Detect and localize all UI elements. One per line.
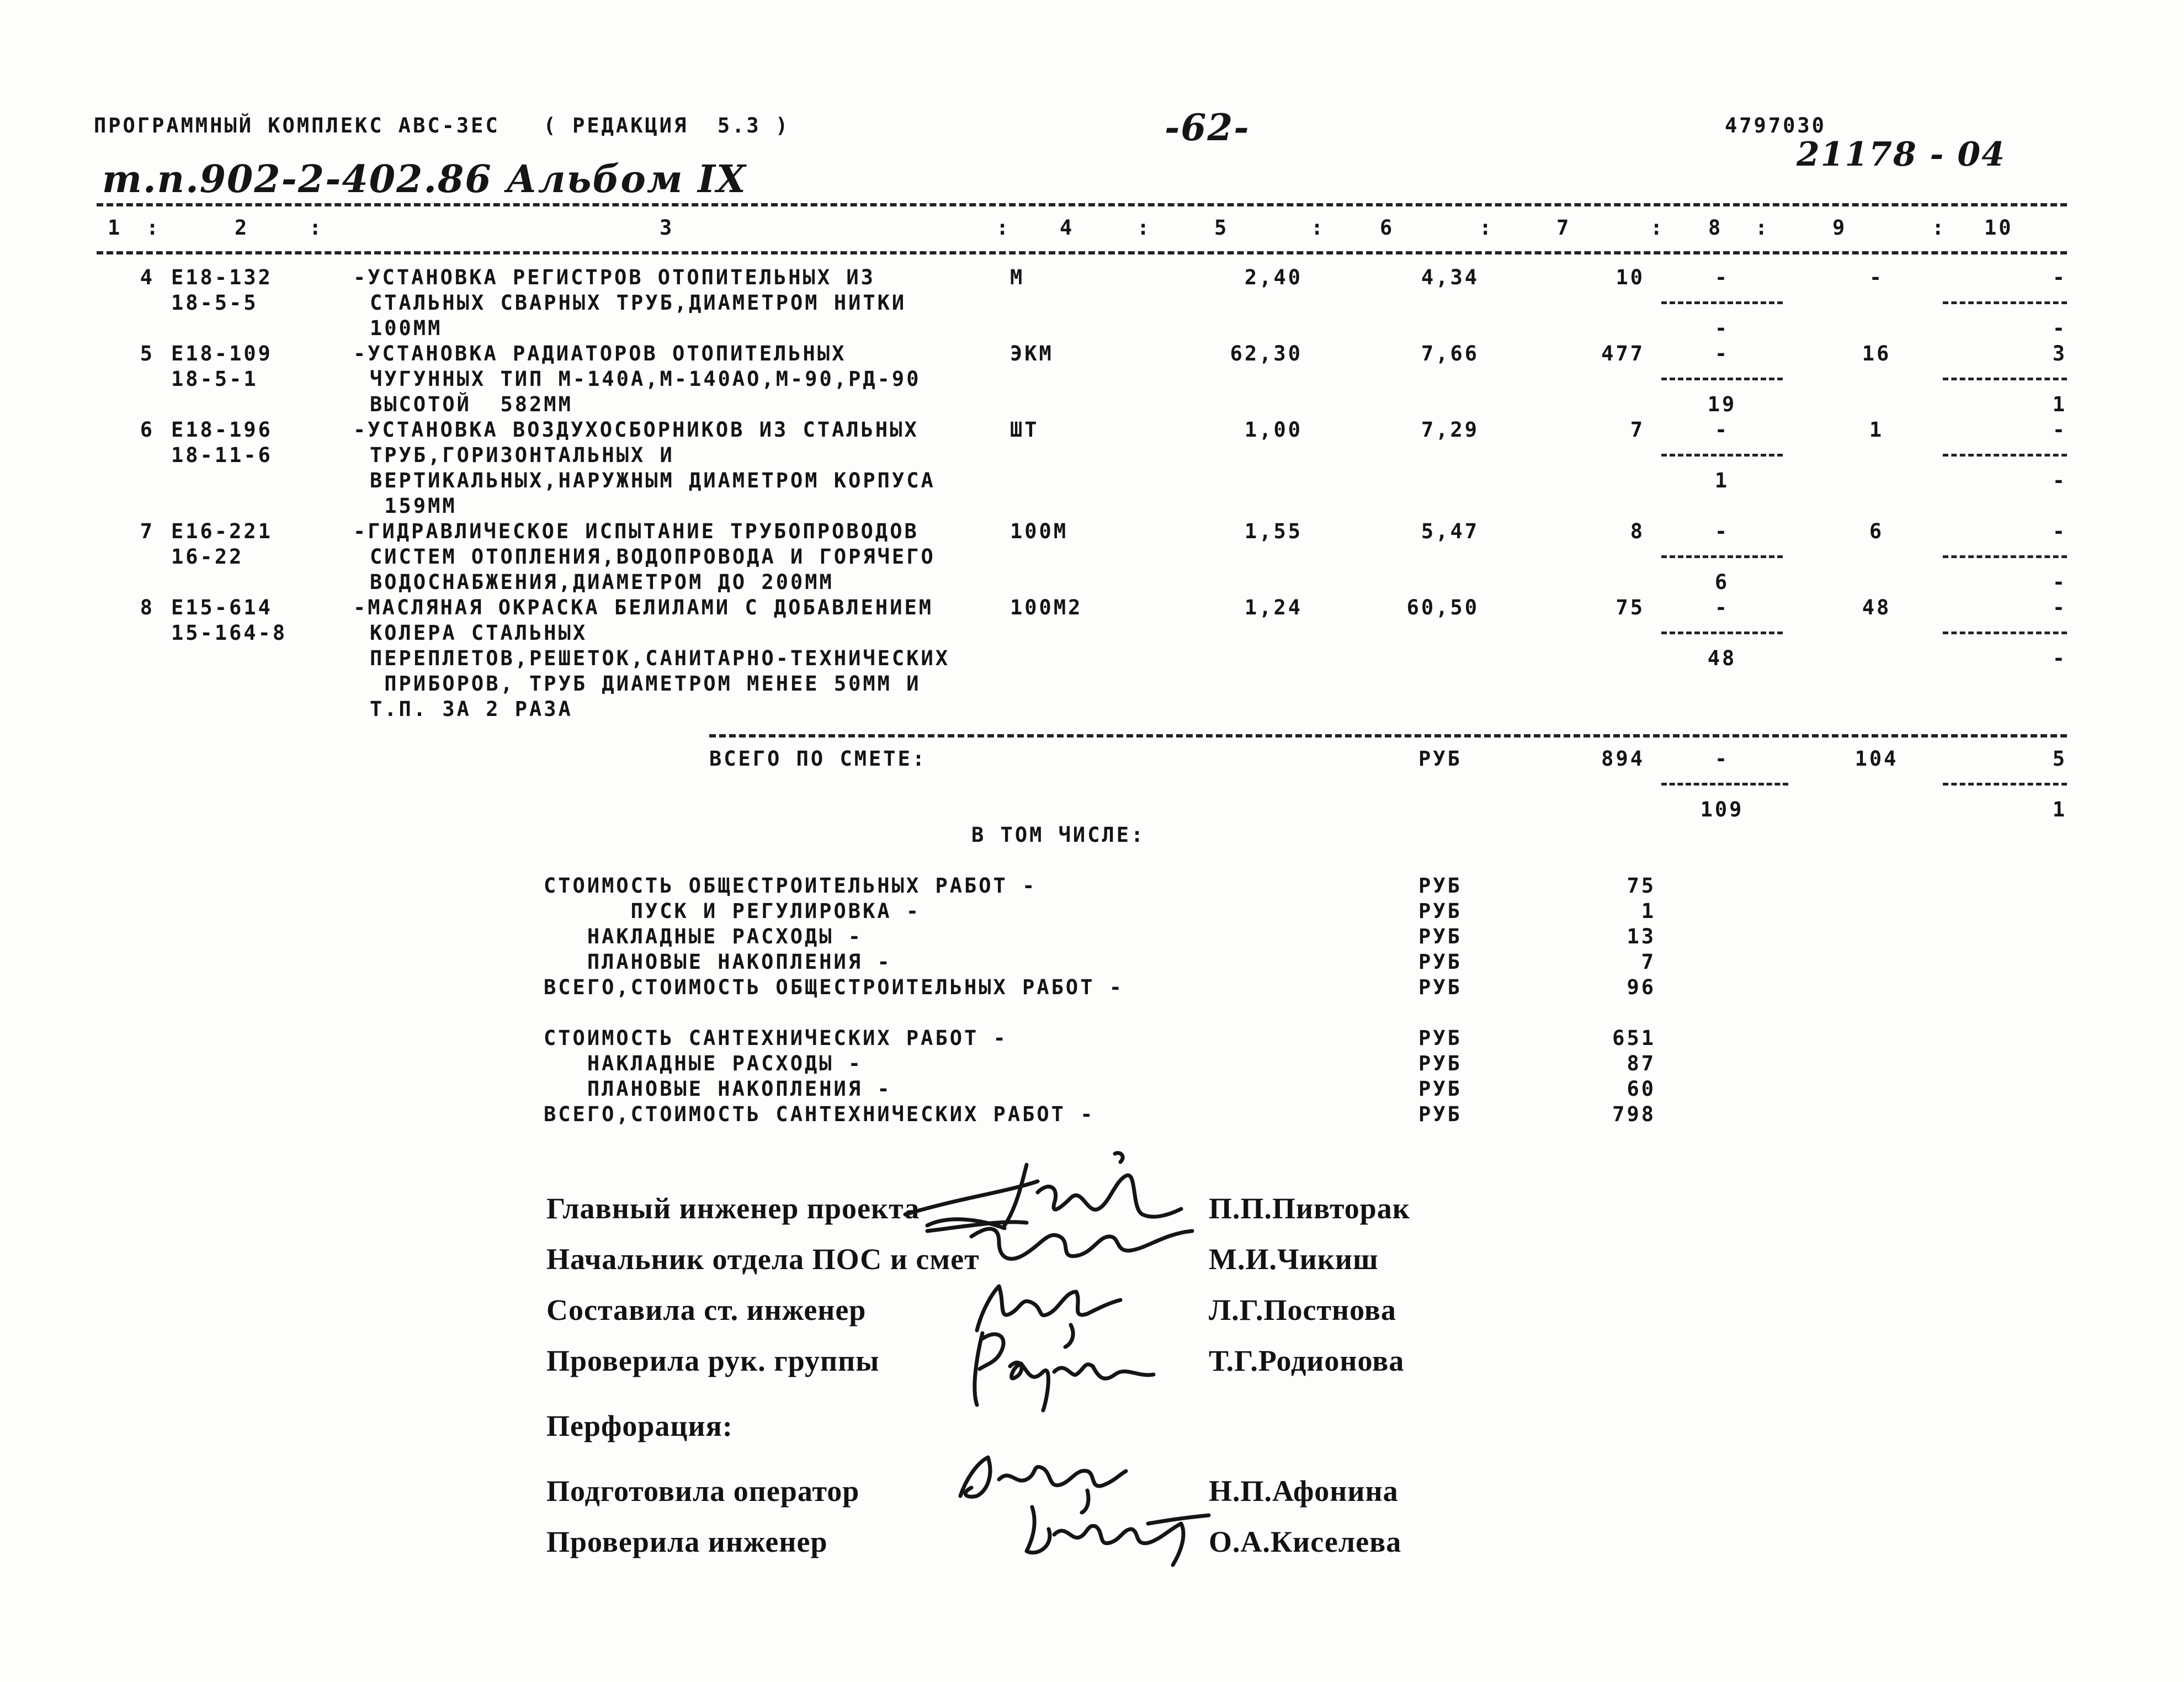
row-col8-top: - — [1714, 519, 1730, 543]
breakdown-value: 60 — [1627, 1077, 1656, 1101]
row-code: Е18-132 — [171, 266, 273, 289]
column-header-4: 4 — [1060, 216, 1075, 240]
column-header-1: 1 — [108, 216, 123, 240]
row-col8-top: - — [1714, 342, 1730, 365]
breakdown-label: ПУСК И РЕГУЛИРОВКА - — [544, 899, 921, 923]
row-quantity: 2,40 — [1244, 266, 1303, 289]
row-col10-top: - — [2052, 596, 2067, 619]
column-header-3: 3 — [660, 216, 674, 240]
breakdown-unit: РУБ — [1418, 1052, 1462, 1075]
totals-col8-top: - — [1714, 747, 1730, 771]
row-number: 5 — [140, 342, 155, 365]
row-description-line: 100ММ — [370, 316, 443, 340]
row-unit-price: 7,29 — [1421, 418, 1479, 442]
breakdown-label: НАКЛАДНЫЕ РАСХОДЫ - — [544, 1052, 863, 1075]
signature-name: О.А.Киселева — [1209, 1525, 1402, 1558]
row-col8-bottom: 1 — [1714, 469, 1730, 492]
program-header: ПРОГРАММНЫЙ КОМПЛЕКС АВС-3ЕС ( РЕДАКЦИЯ 5.3 ) — [94, 114, 790, 137]
row-col9: 6 — [1869, 519, 1884, 543]
row-description-line: 159ММ — [370, 494, 457, 518]
row-unit: 100М2 — [1010, 596, 1083, 619]
column-header-8: 8 — [1708, 216, 1723, 240]
breakdown-value: 13 — [1627, 925, 1656, 948]
row-total: 477 — [1601, 342, 1645, 365]
row-code: Е15-614 — [171, 596, 273, 619]
row-col9: 16 — [1862, 342, 1891, 365]
row-col8-top: - — [1714, 418, 1730, 442]
signature-role: Начальник отдела ПОС и смет — [546, 1243, 980, 1276]
row-quantity: 62,30 — [1230, 342, 1303, 365]
row-number: 8 — [140, 596, 155, 619]
row-ref: 18-5-1 — [171, 367, 258, 391]
row-unit-price: 4,34 — [1421, 266, 1479, 289]
row-unit-price: 7,66 — [1421, 342, 1479, 365]
column-header-6: 6 — [1380, 216, 1395, 240]
breakdown-unit: РУБ — [1418, 874, 1462, 898]
totals-col9: 104 — [1854, 747, 1899, 771]
page-number: -62- — [1165, 106, 1250, 149]
row-number: 6 — [140, 418, 155, 442]
column-header-9: 9 — [1832, 216, 1847, 240]
row-ref: 18-5-5 — [171, 291, 258, 315]
row-col9: 1 — [1869, 418, 1884, 442]
row-col8-bottom: - — [1714, 316, 1730, 340]
signature-role: Проверила инженер — [546, 1525, 828, 1558]
totals-col8-bottom: 109 — [1700, 798, 1744, 821]
handwritten-album-reference: т.п.902-2-402.86 Альбом IX — [102, 157, 747, 201]
row-unit: М — [1010, 266, 1025, 289]
breakdown-value: 87 — [1627, 1052, 1656, 1075]
row-col10-bottom: - — [2052, 316, 2067, 340]
signature-department-head — [916, 1203, 1225, 1281]
breakdown-value: 651 — [1612, 1026, 1656, 1050]
row-col10-bottom: 1 — [2052, 392, 2067, 416]
row-total: 7 — [1630, 418, 1645, 442]
row-code: Е18-109 — [171, 342, 273, 365]
row-description-line: ВЕРТИКАЛЬНЫХ,НАРУЖНЫМ ДИАМЕТРОМ КОРПУСА — [370, 469, 936, 492]
row-quantity: 1,24 — [1244, 596, 1303, 619]
row-description-line: Т.П. ЗА 2 РАЗА — [370, 697, 573, 721]
breakdown-unit: РУБ — [1418, 1026, 1462, 1050]
row-number: 7 — [140, 519, 155, 543]
breakdown-unit: РУБ — [1418, 950, 1462, 974]
row-code: Е16-221 — [171, 519, 273, 543]
document-code: 4797030 — [1725, 114, 1826, 137]
row-col9: - — [1869, 266, 1884, 289]
breakdown-label: ВСЕГО,СТОИМОСТЬ САНТЕХНИЧЕСКИХ РАБОТ - — [544, 1102, 1095, 1126]
column-header-2: 2 — [235, 216, 249, 240]
row-unit: 100М — [1010, 519, 1069, 543]
breakdown-unit: РУБ — [1418, 975, 1462, 999]
row-col8-top: - — [1714, 266, 1730, 289]
row-description-line: ВОДОСНАБЖЕНИЯ,ДИАМЕТРОМ ДО 200ММ — [370, 570, 834, 594]
row-ref: 15-164-8 — [171, 621, 288, 645]
row-description-line: -ГИДРАВЛИЧЕСКОЕ ИСПЫТАНИЕ ТРУБОПРОВОДОВ — [353, 519, 919, 543]
breakdown-value: 1 — [1641, 899, 1656, 923]
perforation-heading: Перфорация: — [546, 1409, 733, 1442]
row-description-line: СТАЛЬНЫХ СВАРНЫХ ТРУБ,ДИАМЕТРОМ НИТКИ — [370, 291, 907, 315]
totals-unit: РУБ — [1418, 747, 1462, 771]
signature-name: П.П.Пивторак — [1209, 1192, 1410, 1225]
totals-rule — [709, 734, 2067, 737]
signature-role: Проверила рук. группы — [546, 1344, 880, 1377]
signature-role: Главный инженер проекта — [546, 1192, 920, 1225]
row-total: 8 — [1630, 519, 1645, 543]
signature-group-leader — [960, 1322, 1159, 1416]
breakdown-label: ПЛАНОВЫЕ НАКОПЛЕНИЯ - — [544, 1077, 892, 1101]
row-unit-price: 5,47 — [1421, 519, 1479, 543]
row-number: 4 — [140, 266, 155, 289]
row-description-line: -УСТАНОВКА РАДИАТОРОВ ОТОПИТЕЛЬНЫХ — [353, 342, 847, 365]
column-header-7: 7 — [1556, 216, 1571, 240]
breakdown-unit: РУБ — [1418, 925, 1462, 948]
breakdown-label: НАКЛАДНЫЕ РАСХОДЫ - — [544, 925, 863, 948]
signature-name: Н.П.Афонина — [1209, 1474, 1399, 1508]
breakdown-value: 75 — [1627, 874, 1656, 898]
row-total: 75 — [1616, 596, 1645, 619]
signature-name: Л.Г.Постнова — [1209, 1293, 1396, 1327]
row-description-line: -УСТАНОВКА ВОЗДУХОСБОРНИКОВ ИЗ СТАЛЬНЫХ — [353, 418, 919, 442]
row-description-line: -УСТАНОВКА РЕГИСТРОВ ОТОПИТЕЛЬНЫХ ИЗ — [353, 266, 875, 289]
row-description-line: ЧУГУННЫХ ТИП М-140А,М-140АО,М-90,РД-90 — [370, 367, 921, 391]
signature-name: Т.Г.Родионова — [1209, 1344, 1405, 1377]
row-ref: 18-11-6 — [171, 443, 273, 467]
column-header-5: 5 — [1214, 216, 1229, 240]
breakdown-label: ПЛАНОВЫЕ НАКОПЛЕНИЯ - — [544, 950, 892, 974]
row-ref: 16-22 — [171, 545, 244, 569]
row-description-line: ВЫСОТОЙ 582ММ — [370, 392, 573, 416]
row-unit-price: 60,50 — [1406, 596, 1479, 619]
row-col10-top: - — [2052, 266, 2067, 289]
signature-checking-engineer — [1016, 1490, 1214, 1568]
totals-col10-bottom: 1 — [2052, 798, 2067, 821]
signature-role: Подготовила оператор — [546, 1474, 860, 1508]
breakdown-label: СТОИМОСТЬ САНТЕХНИЧЕСКИХ РАБОТ - — [544, 1026, 1008, 1050]
breakdown-unit: РУБ — [1418, 1077, 1462, 1101]
row-col10-top: 3 — [2052, 342, 2067, 365]
totals-total: 894 — [1601, 747, 1645, 771]
row-unit: ШТ — [1010, 418, 1039, 442]
totals-label: ВСЕГО ПО СМЕТЕ: — [709, 747, 927, 771]
row-col10-bottom: - — [2052, 570, 2067, 594]
breakdown-value: 798 — [1612, 1102, 1656, 1126]
signature-name: М.И.Чикиш — [1209, 1243, 1379, 1276]
row-description-line: ПРИБОРОВ, ТРУБ ДИАМЕТРОМ МЕНЕЕ 50ММ И — [370, 672, 921, 696]
row-col8-bottom: 6 — [1714, 570, 1730, 594]
row-col10-bottom: - — [2052, 469, 2067, 492]
row-description-line: СИСТЕМ ОТОПЛЕНИЯ,ВОДОПРОВОДА И ГОРЯЧЕГО — [370, 545, 936, 569]
breakdown-value: 7 — [1641, 950, 1656, 974]
row-col8-bottom: 48 — [1707, 646, 1737, 670]
row-col8-top: - — [1714, 596, 1730, 619]
table-header-rule — [97, 251, 2067, 254]
row-quantity: 1,55 — [1244, 519, 1303, 543]
breakdown-title: В ТОМ ЧИСЛЕ: — [971, 823, 1146, 847]
row-col9: 48 — [1862, 596, 1891, 619]
totals-col10-top: 5 — [2052, 747, 2067, 771]
breakdown-label: СТОИМОСТЬ ОБЩЕСТРОИТЕЛЬНЫХ РАБОТ - — [544, 874, 1037, 898]
row-description-line: КОЛЕРА СТАЛЬНЫХ — [370, 621, 588, 645]
row-description-line: ТРУБ,ГОРИЗОНТАЛЬНЫХ И — [370, 443, 674, 467]
row-col10-bottom: - — [2052, 646, 2067, 670]
breakdown-label: ВСЕГО,СТОИМОСТЬ ОБЩЕСТРОИТЕЛЬНЫХ РАБОТ - — [544, 975, 1124, 999]
row-description-line: ПЕРЕПЛЕТОВ,РЕШЕТОК,САНИТАРНО-ТЕХНИЧЕСКИХ — [370, 646, 950, 670]
column-header-10: 10 — [1984, 216, 2013, 240]
breakdown-unit: РУБ — [1418, 899, 1462, 923]
breakdown-value: 96 — [1627, 975, 1656, 999]
row-code: Е18-196 — [171, 418, 273, 442]
row-col8-bottom: 19 — [1707, 392, 1737, 416]
row-col10-top: - — [2052, 519, 2067, 543]
row-col10-top: - — [2052, 418, 2067, 442]
row-unit: ЭКМ — [1010, 342, 1054, 365]
signature-role: Составила ст. инженер — [546, 1293, 867, 1327]
breakdown-unit: РУБ — [1418, 1102, 1462, 1126]
row-description-line: -МАСЛЯНАЯ ОКРАСКА БЕЛИЛАМИ С ДОБАВЛЕНИЕМ — [353, 596, 934, 619]
row-quantity: 1,00 — [1244, 418, 1303, 442]
table-top-rule — [97, 203, 2067, 206]
handwritten-number: 21178 - 04 — [1797, 135, 2006, 174]
row-total: 10 — [1616, 266, 1645, 289]
